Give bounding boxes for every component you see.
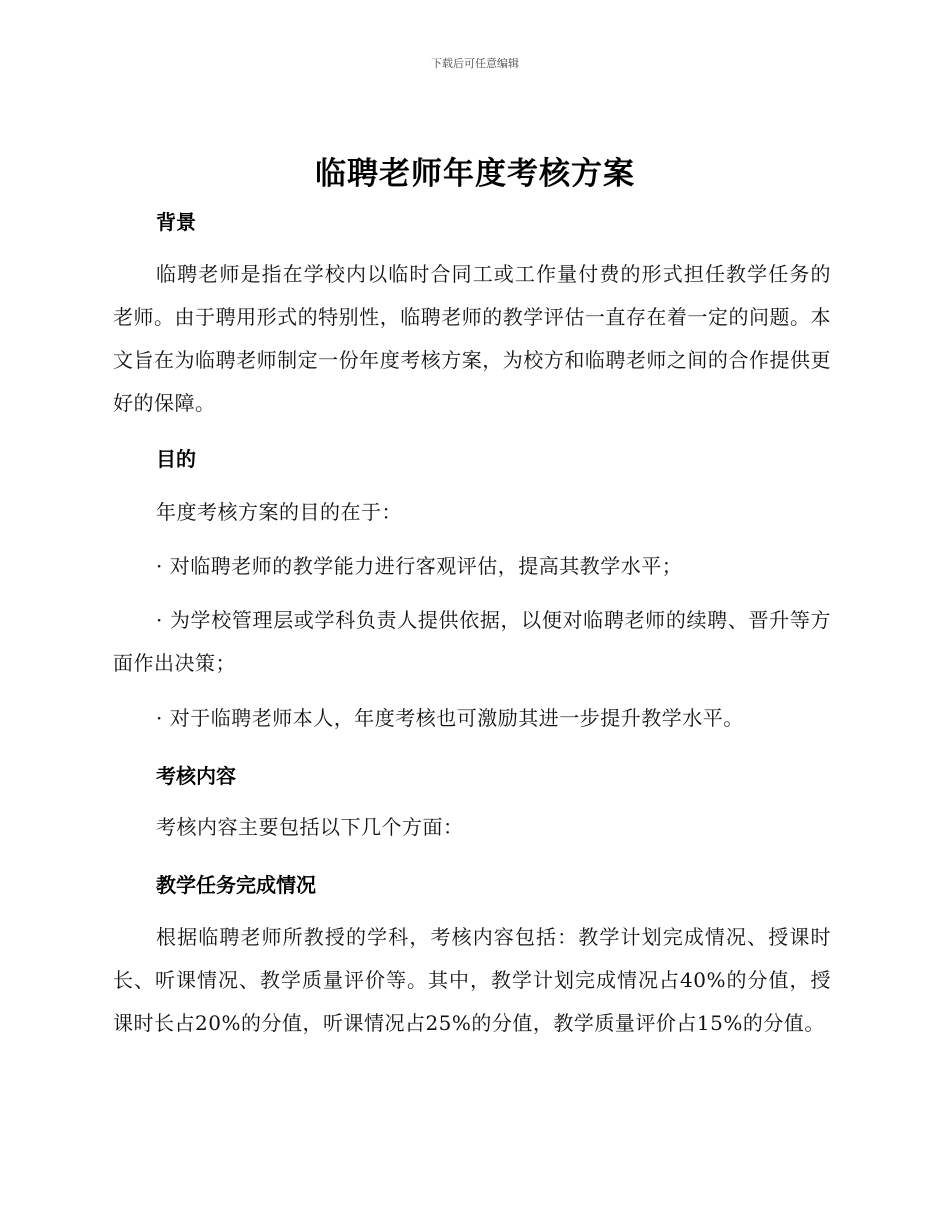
list-item-purpose-3: · 对于临聘老师本人，年度考核也可激励其进一步提升教学水平。 <box>156 706 744 730</box>
heading-teaching-tasks: 教学任务完成情况 <box>156 873 316 897</box>
document-title: 临聘老师年度考核方案 <box>315 156 635 192</box>
paragraph-background: 临聘老师是指在学校内以临时合同工或工作量付费的形式担任教学任务的老师。由于聘用形式的特别性，临聘老师的教学评估一直存在着一定的问题。本文旨在为临聘老师制定一份年度考核方案，为校方和临聘老师之间的合作提供更好的保障。 <box>113 262 831 415</box>
paragraph-teaching-tasks: 根据临聘老师所教授的学科，考核内容包括：教学计划完成情况、授课时长、听课情况、教学质量评价等。其中，教学计划完成情况占40%的分值，授课时长占20%的分值，听课情况占25%的分值，教学质量评价占15%的分值。 <box>113 925 831 1035</box>
list-item-purpose-2: · 为学校管理层或学科负责人提供依据，以便对临聘老师的续聘、晋升等方面作出决策； <box>113 608 831 675</box>
paragraph-purpose-intro: 年度考核方案的目的在于： <box>156 500 402 524</box>
list-item-purpose-1: · 对临聘老师的教学能力进行客观评估，提高其教学水平； <box>156 554 683 578</box>
paragraph-content-intro: 考核内容主要包括以下几个方面： <box>156 815 464 839</box>
heading-content: 考核内容 <box>156 764 236 788</box>
header-note: 下载后可任意编辑 <box>431 57 519 70</box>
heading-purpose: 目的 <box>156 447 196 471</box>
heading-background: 背景 <box>156 210 196 234</box>
